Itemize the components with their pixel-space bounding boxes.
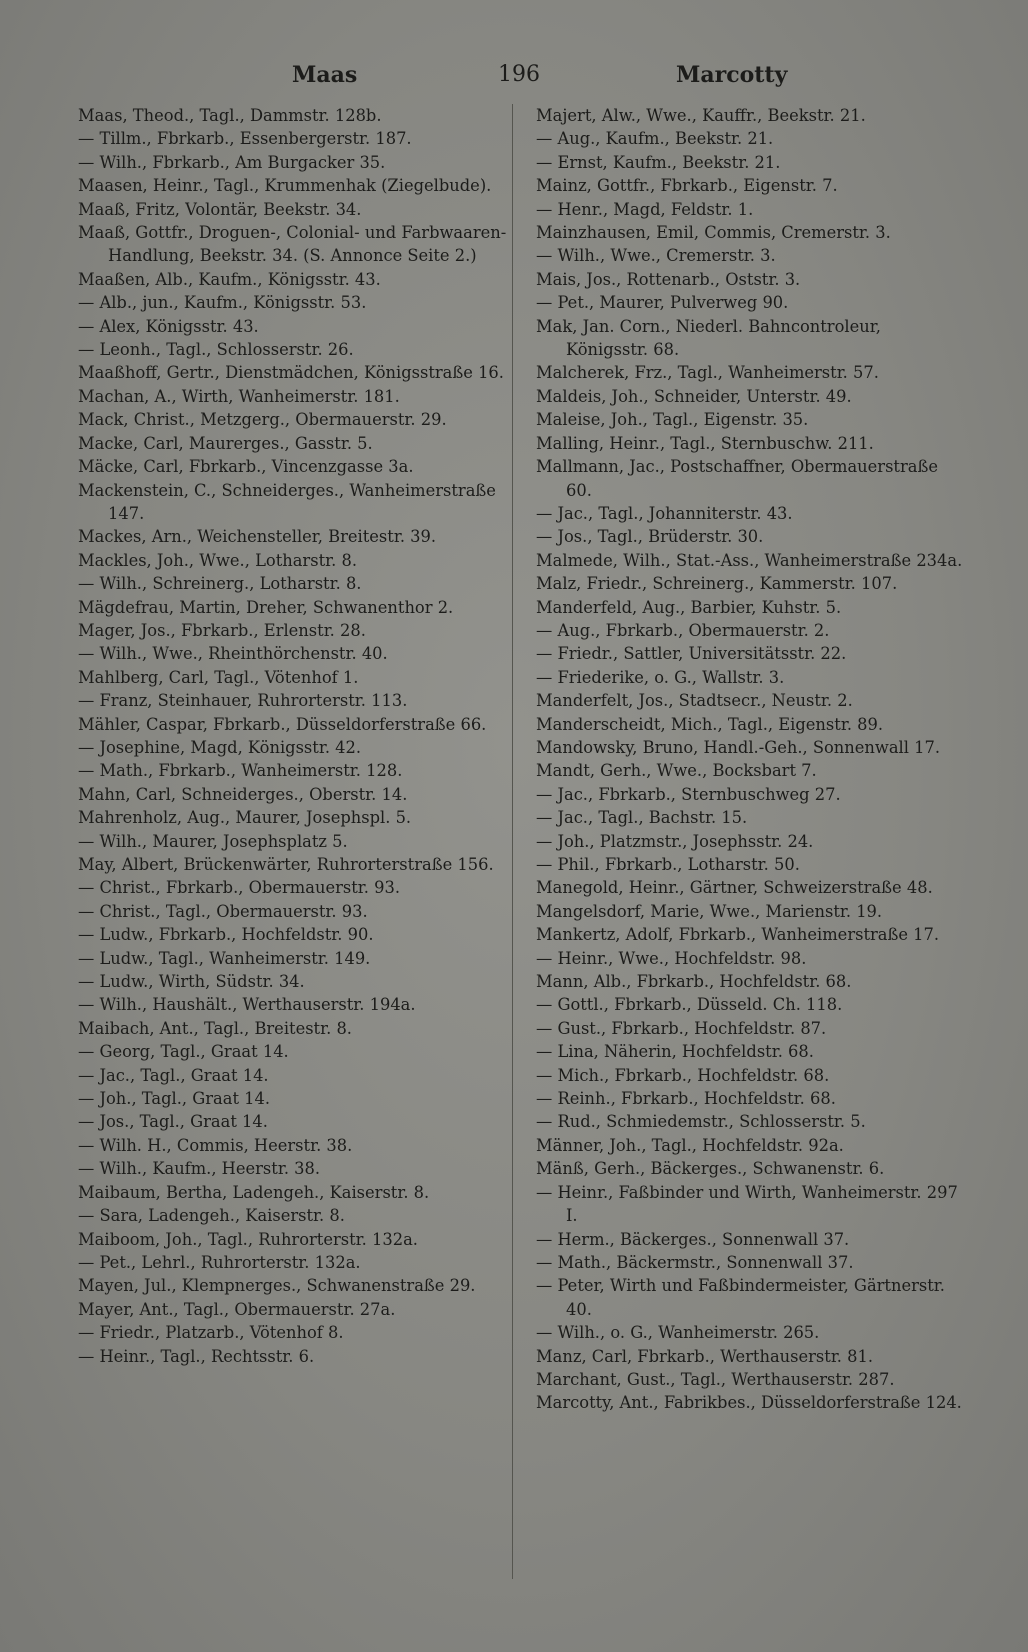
directory-entry: Mahn, Carl, Schneiderges., Oberstr. 14. (78, 784, 408, 804)
directory-entry: — Rud., Schmiedemstr., Schlosserstr. 5. (536, 1112, 866, 1132)
directory-entry: — Wilh., o. G., Wanheimerstr. 265. (536, 1323, 820, 1343)
directory-entry: Mänß, Gerh., Bäckerges., Schwanenstr. 6. (536, 1159, 885, 1179)
directory-entry: Mayer, Ant., Tagl., Obermauerstr. 27a. (78, 1299, 396, 1319)
directory-entry: — Heinr., Tagl., Rechtsstr. 6. (78, 1346, 315, 1366)
directory-entry: — Friederike, o. G., Wallstr. 3. (536, 667, 785, 687)
directory-entry: — Jac., Tagl., Graat 14. (78, 1065, 269, 1085)
directory-entry: Mandowsky, Bruno, Handl.-Geh., Sonnenwall 17. (536, 737, 941, 757)
directory-entry: — Heinr., Faßbinder und Wirth, Wanheimerstr. 297 I. (536, 1182, 958, 1226)
directory-entry: — Peter, Wirth und Faßbindermeister, Gärtnerstr. 40. (536, 1276, 945, 1319)
directory-entry: Maaßhoff, Gertr., Dienstmädchen, Königsstraße 16. (78, 363, 504, 383)
directory-entry: Malz, Friedr., Schreinerg., Kammerstr. 107. (536, 574, 898, 594)
directory-entry: Maas, Theod., Tagl., Dammstr. 128b. (78, 106, 382, 125)
directory-entry: Mahrenholz, Aug., Maurer, Josephspl. 5. (78, 808, 412, 828)
directory-entry: Manderfeld, Aug., Barbier, Kuhstr. 5. (536, 597, 842, 617)
directory-entry: Mankertz, Adolf, Fbrkarb., Wanheimerstraße 17. (536, 925, 940, 945)
directory-entry: Mayen, Jul., Klempnerges., Schwanenstraße 29. (78, 1276, 476, 1296)
directory-entry: — Christ., Fbrkarb., Obermauerstr. 93. (78, 878, 400, 898)
directory-entry: Mallmann, Jac., Postschaffner, Obermauerstraße 60. (536, 457, 938, 500)
directory-entry: Maibach, Ant., Tagl., Breitestr. 8. (78, 1018, 352, 1038)
directory-entry: Mackenstein, C., Schneiderges., Wanheimerstraße 147. (78, 480, 496, 523)
directory-entry: — Herm., Bäckerges., Sonnenwall 37. (536, 1229, 850, 1249)
directory-entry: — Jos., Tagl., Brüderstr. 30. (536, 527, 764, 547)
directory-entry: Mägdefrau, Martin, Dreher, Schwanenthor 2. (78, 597, 454, 617)
directory-entry: Macke, Carl, Maurerges., Gasstr. 5. (78, 433, 373, 453)
directory-entry: Malcherek, Frz., Tagl., Wanheimerstr. 57. (536, 363, 879, 383)
header-first-name: Maas (292, 62, 358, 88)
directory-entry: — Ludw., Tagl., Wanheimerstr. 149. (78, 948, 371, 968)
directory-entry: Mack, Christ., Metzgerg., Obermauerstr. 29. (78, 410, 447, 430)
directory-entry: Mackes, Arn., Weichensteller, Breitestr. 39. (78, 527, 437, 547)
directory-entry: — Wilh., Wwe., Rheinthörchenstr. 40. (78, 644, 388, 664)
directory-entry: — Henr., Magd, Feldstr. 1. (536, 199, 754, 219)
directory-entry: — Sara, Ladengeh., Kaiserstr. 8. (78, 1206, 345, 1226)
directory-entry: — Ernst, Kaufm., Beekstr. 21. (536, 152, 781, 172)
directory-entry: — Math., Bäckermstr., Sonnenwall 37. (536, 1252, 854, 1272)
directory-entry: Mackles, Joh., Wwe., Lotharstr. 8. (78, 550, 357, 570)
directory-entry: Marchant, Gust., Tagl., Werthauserstr. 287. (536, 1369, 895, 1389)
directory-entry: Malling, Heinr., Tagl., Sternbuschw. 211. (536, 433, 874, 453)
header-last-name: Marcotty (676, 62, 788, 88)
directory-entry: Mak, Jan. Corn., Niederl. Bahncontroleur, Königsstr. 68. (536, 316, 881, 360)
directory-entry: — Christ., Tagl., Obermauerstr. 93. (78, 901, 368, 921)
directory-entry: — Gottl., Fbrkarb., Düsseld. Ch. 118. (536, 995, 843, 1015)
directory-entry: — Jac., Tagl., Bachstr. 15. (536, 808, 748, 828)
left-column (78, 104, 508, 1368)
directory-entry: Manegold, Heinr., Gärtner, Schweizerstraße 48. (536, 878, 933, 898)
directory-entry: — Lina, Näherin, Hochfeldstr. 68. (536, 1042, 814, 1062)
directory-entry: Machan, A., Wirth, Wanheimerstr. 181. (78, 386, 400, 406)
directory-entry: — Phil., Fbrkarb., Lotharstr. 50. (536, 855, 800, 874)
directory-entry: — Mich., Fbrkarb., Hochfeldstr. 68. (536, 1065, 830, 1085)
directory-entry: Maleise, Joh., Tagl., Eigenstr. 35. (536, 410, 809, 430)
directory-entry: — Joh., Platzmstr., Josephsstr. 24. (536, 831, 814, 851)
directory-entry: Mandt, Gerh., Wwe., Bocksbart 7. (536, 761, 817, 781)
directory-entry: Mager, Jos., Fbrkarb., Erlenstr. 28. (78, 620, 366, 640)
directory-entry: — Josephine, Magd, Königsstr. 42. (78, 737, 362, 757)
directory-entry: — Leonh., Tagl., Schlosserstr. 26. (78, 340, 354, 360)
directory-entry: Manderfelt, Jos., Stadtsecr., Neustr. 2. (536, 691, 853, 711)
directory-entry: Maaß, Fritz, Volontär, Beekstr. 34. (78, 199, 362, 219)
directory-entry: — Gust., Fbrkarb., Hochfeldstr. 87. (536, 1018, 827, 1038)
page-header (0, 62, 1028, 98)
directory-entry: Maibaum, Bertha, Ladengeh., Kaiserstr. 8. (78, 1182, 430, 1202)
directory-entry: Manz, Carl, Fbrkarb., Werthauserstr. 81. (536, 1346, 874, 1366)
directory-entry: — Aug., Kaufm., Beekstr. 21. (536, 129, 774, 149)
directory-entry: Marcotty, Ant., Fabrikbes., Düsseldorferstraße 124. (536, 1393, 962, 1413)
directory-entry: — Aug., Fbrkarb., Obermauerstr. 2. (536, 620, 830, 640)
directory-entry: — Wilh., Fbrkarb., Am Burgacker 35. (78, 152, 386, 172)
directory-entry: — Georg, Tagl., Graat 14. (78, 1042, 289, 1062)
directory-entry: Mais, Jos., Rottenarb., Oststr. 3. (536, 269, 801, 289)
directory-entry: — Jac., Tagl., Johanniterstr. 43. (536, 503, 793, 523)
directory-entry: — Pet., Maurer, Pulverweg 90. (536, 293, 789, 313)
directory-entry: — Reinh., Fbrkarb., Hochfeldstr. 68. (536, 1089, 836, 1109)
directory-entry: Mangelsdorf, Marie, Wwe., Marienstr. 19. (536, 901, 883, 921)
directory-entry: — Wilh. H., Commis, Heerstr. 38. (78, 1135, 353, 1155)
directory-entry: — Ludw., Fbrkarb., Hochfeldstr. 90. (78, 925, 374, 945)
directory-entry: Männer, Joh., Tagl., Hochfeldstr. 92a. (536, 1135, 844, 1155)
directory-entry: Maaß, Gottfr., Droguen-, Colonial- und Farbwaaren-Handlung, Beekstr. 34. (S. Annonce Seite 2.) (78, 223, 507, 266)
directory-entry: — Alex, Königsstr. 43. (78, 316, 259, 336)
directory-entry: — Wilh., Wwe., Cremerstr. 3. (536, 246, 776, 266)
directory-entry: — Wilh., Schreinerg., Lotharstr. 8. (78, 574, 362, 594)
directory-entry: — Wilh., Haushält., Werthauserstr. 194a. (78, 995, 416, 1015)
directory-entry: — Jac., Fbrkarb., Sternbuschweg 27. (536, 784, 841, 804)
right-column (536, 104, 966, 1415)
directory-entry: Maasen, Heinr., Tagl., Krummenhak (Ziegelbude). (78, 176, 492, 196)
directory-entry: — Heinr., Wwe., Hochfeldstr. 98. (536, 948, 807, 968)
directory-entry: Mäcke, Carl, Fbrkarb., Vincenzgasse 3a. (78, 457, 414, 477)
page-number: 196 (498, 62, 540, 87)
directory-entry: — Wilh., Maurer, Josephsplatz 5. (78, 831, 348, 851)
directory-entry: — Tillm., Fbrkarb., Essenbergerstr. 187. (78, 129, 412, 149)
directory-entry: Maaßen, Alb., Kaufm., Königsstr. 43. (78, 269, 381, 289)
directory-entry: Mähler, Caspar, Fbrkarb., Düsseldorferstraße 66. (78, 714, 487, 734)
directory-entry: — Ludw., Wirth, Südstr. 34. (78, 972, 305, 992)
directory-entry: — Franz, Steinhauer, Ruhrorterstr. 113. (78, 691, 408, 711)
directory-entry: May, Albert, Brückenwärter, Ruhrorterstraße 156. (78, 855, 494, 874)
directory-entry: — Friedr., Sattler, Universitätsstr. 22. (536, 644, 847, 664)
directory-entry: — Wilh., Kaufm., Heerstr. 38. (78, 1159, 321, 1179)
directory-entry: Maiboom, Joh., Tagl., Ruhrorterstr. 132a. (78, 1229, 418, 1249)
directory-entry: Mahlberg, Carl, Tagl., Vötenhof 1. (78, 667, 359, 687)
directory-entry: Maldeis, Joh., Schneider, Unterstr. 49. (536, 386, 852, 406)
directory-entry: Mainz, Gottfr., Fbrkarb., Eigenstr. 7. (536, 176, 838, 196)
directory-entry: Malmede, Wilh., Stat.-Ass., Wanheimerstraße 234a. (536, 550, 963, 570)
directory-entry: — Friedr., Platzarb., Vötenhof 8. (78, 1323, 344, 1343)
directory-entry: Mainzhausen, Emil, Commis, Cremerstr. 3. (536, 223, 891, 243)
directory-entry: Manderscheidt, Mich., Tagl., Eigenstr. 89. (536, 714, 884, 734)
column-divider (512, 104, 513, 1579)
directory-entry: Mann, Alb., Fbrkarb., Hochfeldstr. 68. (536, 972, 852, 992)
directory-entry: — Joh., Tagl., Graat 14. (78, 1089, 271, 1109)
directory-entry: — Pet., Lehrl., Ruhrorterstr. 132a. (78, 1252, 361, 1272)
directory-entry: — Alb., jun., Kaufm., Königsstr. 53. (78, 293, 367, 313)
directory-entry: Majert, Alw., Wwe., Kauffr., Beekstr. 21. (536, 106, 866, 125)
directory-entry: — Jos., Tagl., Graat 14. (78, 1112, 268, 1132)
directory-entry: — Math., Fbrkarb., Wanheimerstr. 128. (78, 761, 403, 781)
